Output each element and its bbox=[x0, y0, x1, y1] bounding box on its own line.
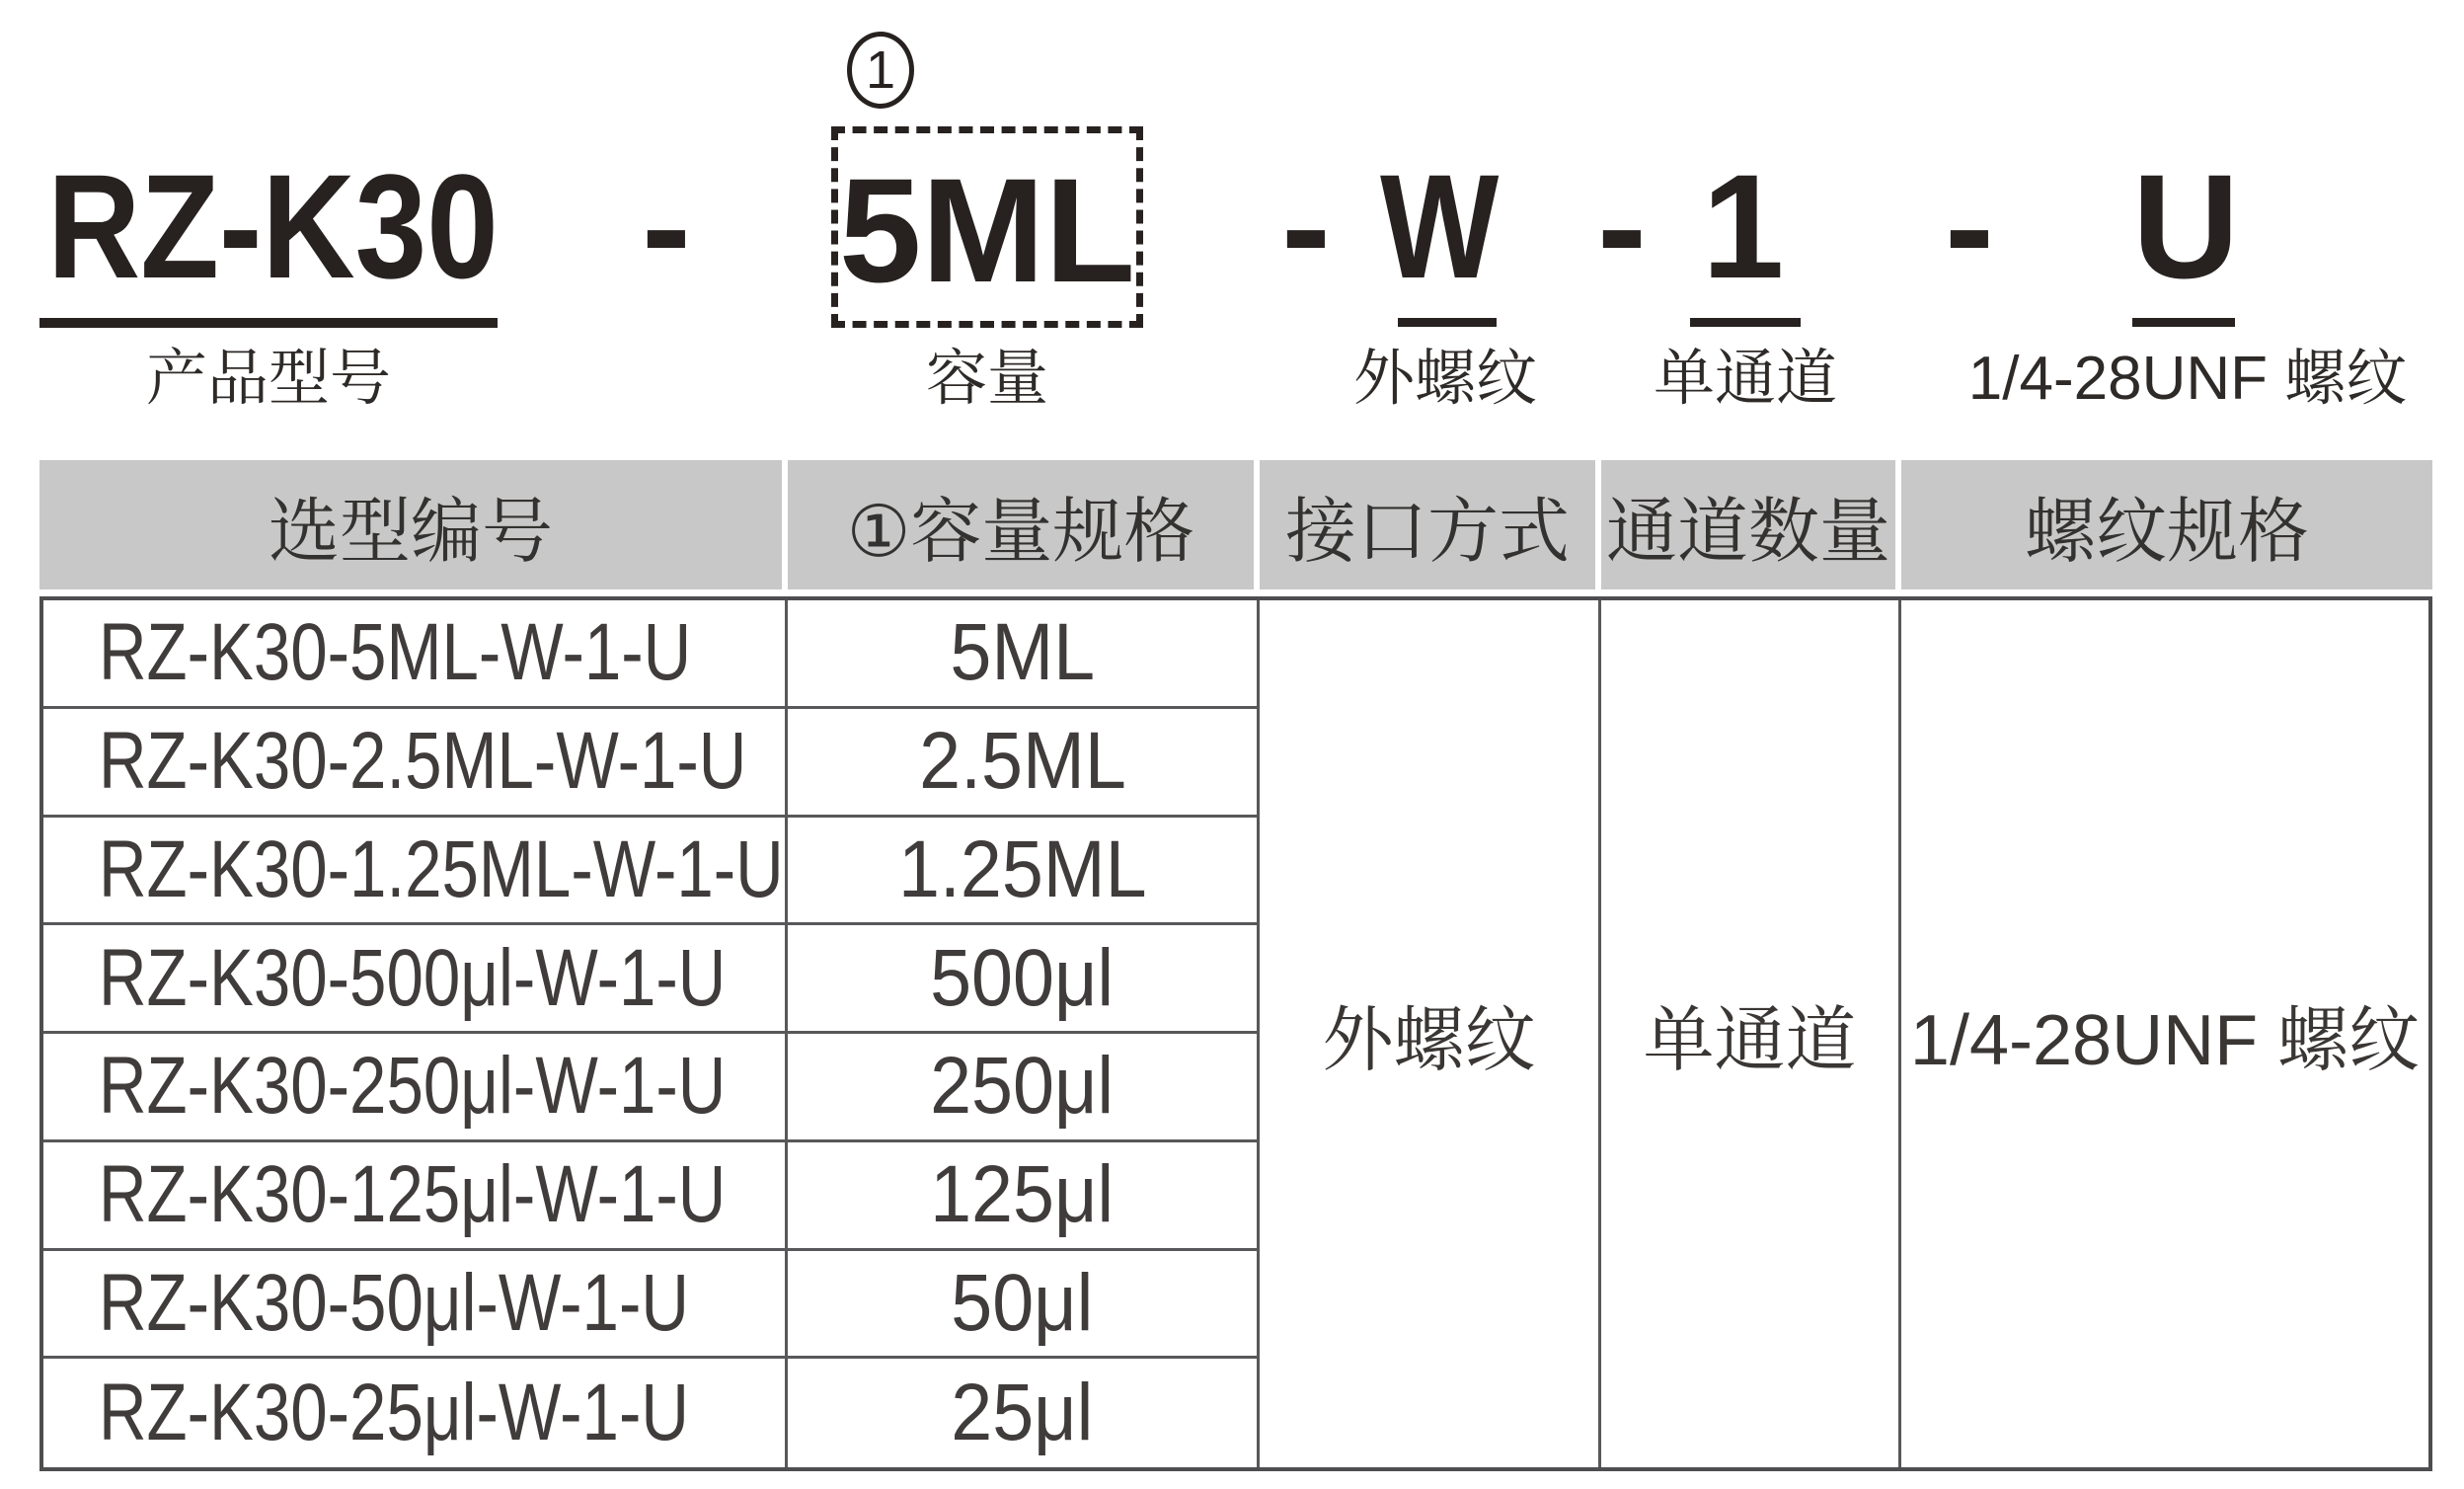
capacity-code: 5ML bbox=[839, 147, 1135, 313]
interface-code: W bbox=[1380, 143, 1500, 309]
merged-channels-cell: 单通道 bbox=[1601, 600, 1901, 1467]
circled-1-text: 1 bbox=[865, 40, 896, 100]
channel-code: 1 bbox=[1702, 143, 1785, 309]
circled-1-badge bbox=[847, 32, 914, 109]
channel-label: 单通道 bbox=[1653, 345, 1838, 413]
underline-product-model bbox=[39, 318, 498, 328]
header-channel-count: 通道数量 bbox=[1601, 460, 1901, 589]
thread-label: 1/4-28UNF 螺纹 bbox=[1967, 345, 2408, 413]
underline-interface bbox=[1398, 318, 1497, 327]
separator-dash: - bbox=[1597, 143, 1647, 309]
spec-table-body bbox=[39, 596, 2432, 1471]
capacity-cell: 1.25ML bbox=[788, 818, 1260, 926]
product-model-code: RZ-K30 bbox=[47, 143, 499, 309]
model-cell: RZ-K30-500μl-W-1-U bbox=[43, 925, 788, 1034]
separator-dash: - bbox=[642, 143, 691, 309]
header-capacity-spec: ①容量规格 bbox=[788, 460, 1260, 589]
capacity-cell: 5ML bbox=[788, 600, 1260, 709]
model-cell: RZ-K30-2.5ML-W-1-U bbox=[43, 709, 788, 818]
capacity-cell: 250μl bbox=[788, 1034, 1260, 1142]
merged-interface-cell: 外螺纹 bbox=[1260, 600, 1601, 1467]
underline-thread bbox=[2132, 318, 2235, 327]
separator-dash: - bbox=[1945, 143, 1994, 309]
model-cell: RZ-K30-25μl-W-1-U bbox=[43, 1359, 788, 1467]
model-cell: RZ-K30-250μl-W-1-U bbox=[43, 1034, 788, 1142]
table-header-row bbox=[39, 460, 2432, 589]
capacity-cell: 2.5ML bbox=[788, 709, 1260, 818]
capacity-dashed-box bbox=[831, 126, 1143, 328]
model-cell: RZ-K30-5ML-W-1-U bbox=[43, 600, 788, 709]
model-cell: RZ-K30-1.25ML-W-1-U bbox=[43, 818, 788, 926]
product-model-label: 产品型号 bbox=[145, 345, 392, 413]
capacity-cell: 500μl bbox=[788, 925, 1260, 1034]
underline-channel bbox=[1690, 318, 1801, 327]
thread-code: U bbox=[2132, 143, 2240, 309]
capacity-cell: 50μl bbox=[788, 1251, 1260, 1360]
header-interface-type: 接口方式 bbox=[1260, 460, 1601, 589]
model-cell: RZ-K30-125μl-W-1-U bbox=[43, 1142, 788, 1251]
header-thread-spec: 螺纹规格 bbox=[1901, 460, 2432, 589]
capacity-cell: 125μl bbox=[788, 1142, 1260, 1251]
capacity-label: 容量 bbox=[925, 345, 1049, 413]
header-model-number: 选型编号 bbox=[39, 460, 788, 589]
model-cell: RZ-K30-50μl-W-1-U bbox=[43, 1251, 788, 1360]
interface-label: 外螺纹 bbox=[1352, 345, 1538, 413]
merged-thread-cell: 1/4-28UNF 螺纹 bbox=[1909, 1001, 2421, 1080]
capacity-cell: 25μl bbox=[788, 1359, 1260, 1467]
separator-dash: - bbox=[1281, 143, 1331, 309]
